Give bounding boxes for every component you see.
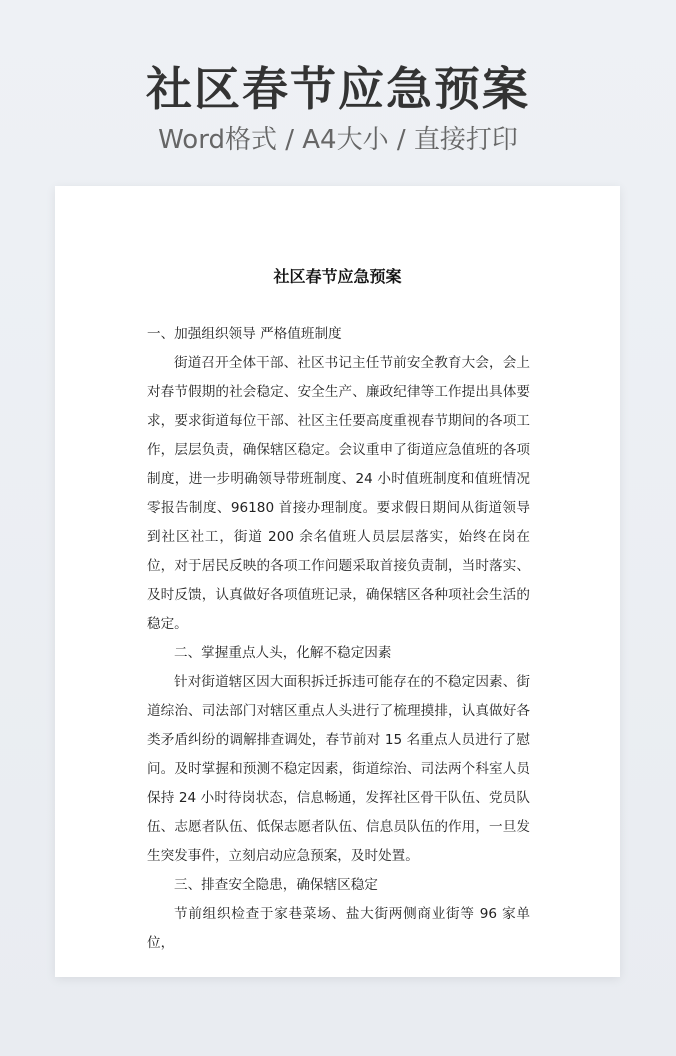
document-page: [55, 186, 620, 977]
banner-title: 社区春节应急预案: [146, 62, 530, 116]
banner: [0, 58, 676, 158]
section-heading-2: 二、掌握重点人头，化解不稳定因素: [174, 645, 392, 661]
document-title: 社区春节应急预案: [273, 267, 402, 286]
banner-subtitle: Word格式 / A4大小 / 直接打印: [158, 125, 518, 155]
paragraph-3: 节前组织检查于家巷菜场、盐大街两侧商业街等 96 家单位，: [147, 906, 530, 951]
section-heading-3: 三、排查安全隐患，确保辖区稳定: [174, 877, 378, 893]
document-body: [147, 320, 530, 958]
section-heading-1: 一、加强组织领导 严格值班制度: [147, 326, 342, 342]
paragraph-2: 针对街道辖区因大面积拆迁拆违可能存在的不稳定因素、街道综治、司法部门对辖区重点人头进行了梳理摸排，认真做好各类矛盾纠纷的调解排查调处，春节前对 15 名重点人员进行了慰问。及时掌握和预测不稳定因素，街道综治、司法两个科室人员保持 24 小时待岗状态，信息畅通，发挥社区骨干队伍、党员队伍、志愿者队伍、低保志愿者队伍、信息员队伍的作用，一旦发生突发事件，立刻启动应急预案，及时处置。: [147, 674, 530, 864]
paragraph-1: 街道召开全体干部、社区书记主任节前安全教育大会，会上对春节假期的社会稳定、安全生产、廉政纪律等工作提出具体要求，要求街道每位干部、社区主任要高度重视春节期间的各项工作，层层负责，确保辖区稳定。会议重申了街道应急值班的各项制度，进一步明确领导带班制度、24 小时值班制度和值班情况零报告制度、96180 首接办理制度。要求假日期间从街道领导到社区社工，街道 200 余名值班人员层层落实，始终在岗在位，对于居民反映的各项工作问题采取首接负责制，当时落实、及时反馈，认真做好各项值班记录，确保辖区各种项社会生活的稳定。: [147, 355, 530, 632]
